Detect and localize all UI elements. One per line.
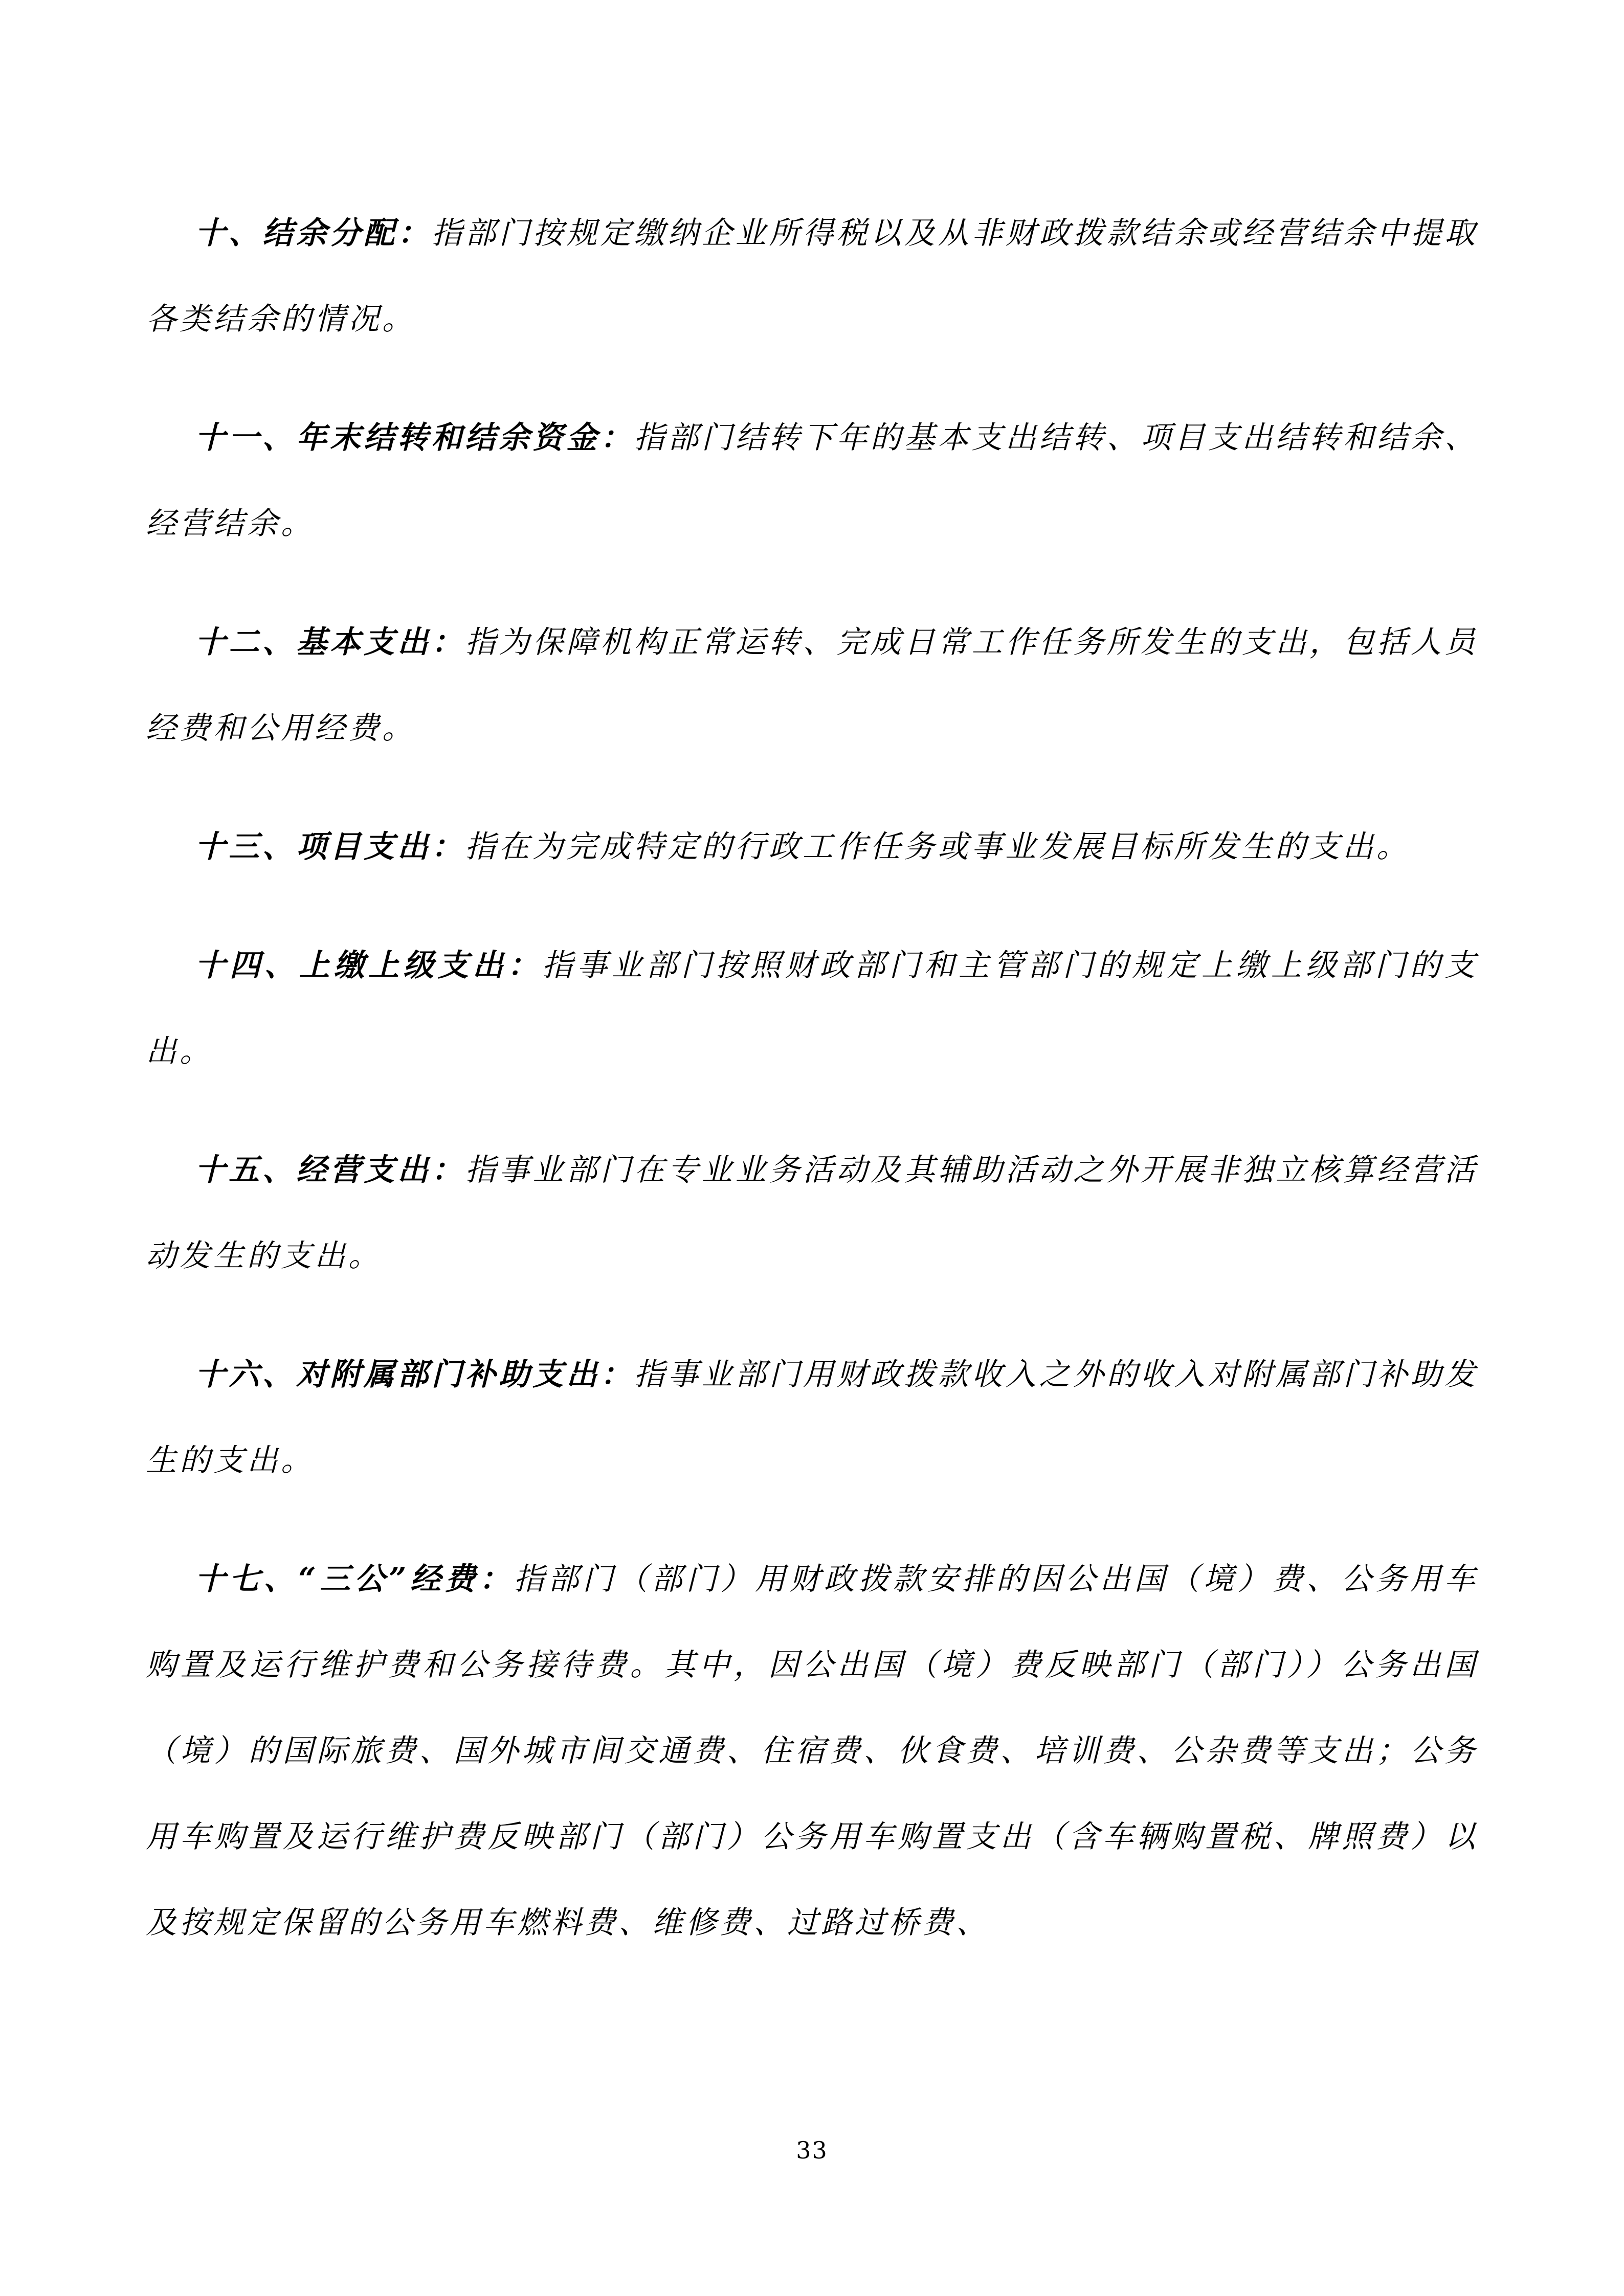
term-definition: 指部门按规定缴纳企业所得税以及从非财政拨款结余或经营结余中提取各类结余的情况。 — [146, 215, 1479, 337]
term-definition: 指事业部门按照财政部门和主管部门的规定上缴上级部门的支出。 — [146, 948, 1479, 1069]
term-label: 十四、上缴上级支出： — [195, 948, 542, 983]
glossary-paragraph — [146, 922, 1478, 1094]
term-label: 十六、对附属部门补助支出： — [195, 1357, 634, 1392]
term-label: 十七、“三公”经费： — [195, 1561, 514, 1597]
term-definition: 指事业部门用财政拨款收入之外的收入对附属部门补助发生的支出。 — [146, 1357, 1479, 1478]
term-definition: 指在为完成特定的行政工作任务或事业发展目标所发生的支出。 — [465, 829, 1410, 865]
term-definition: 指部门（部门）用财政拨款安排的因公出国（境）费、公务用车购置及运行维护费和公务接待费。其中，因公出国（境）费反映部门（部门））公务出国（境）的国际旅费、国外城市间交通费、住宿费、伙食费、培训费、公杂费等支出；公务用车购置及运行维护费反映部门（部门）公务用车购置支出（含车辆购置税、牌照费）以及按规定保留的公务用车燃料费、维修费、过路过桥费、 — [146, 1561, 1478, 1941]
glossary-paragraph — [146, 804, 1478, 890]
term-definition: 指部门结转下年的基本支出结转、项目支出结转和结余、经营结余。 — [146, 420, 1479, 542]
term-definition: 指事业部门在专业业务活动及其辅助活动之外开展非独立核算经营活动发生的支出。 — [146, 1152, 1479, 1274]
page-number: 33 — [796, 2136, 828, 2164]
glossary-paragraph — [146, 1536, 1478, 1966]
glossary-paragraph — [146, 1332, 1478, 1503]
term-definition: 指为保障机构正常运转、完成日常工作任务所发生的支出，包括人员经费和公用经费。 — [146, 624, 1479, 746]
glossary-paragraph — [146, 190, 1478, 362]
glossary-paragraph — [146, 1127, 1478, 1299]
term-label: 十二、基本支出： — [195, 624, 465, 660]
term-label: 十三、项目支出： — [195, 829, 465, 865]
glossary-paragraph — [146, 599, 1478, 771]
term-label: 十一、年末结转和结余资金： — [195, 420, 634, 456]
glossary-paragraph — [146, 395, 1478, 567]
term-label: 十、结余分配： — [195, 215, 432, 251]
term-label: 十五、经营支出： — [195, 1152, 465, 1188]
glossary-content — [146, 190, 1478, 1998]
